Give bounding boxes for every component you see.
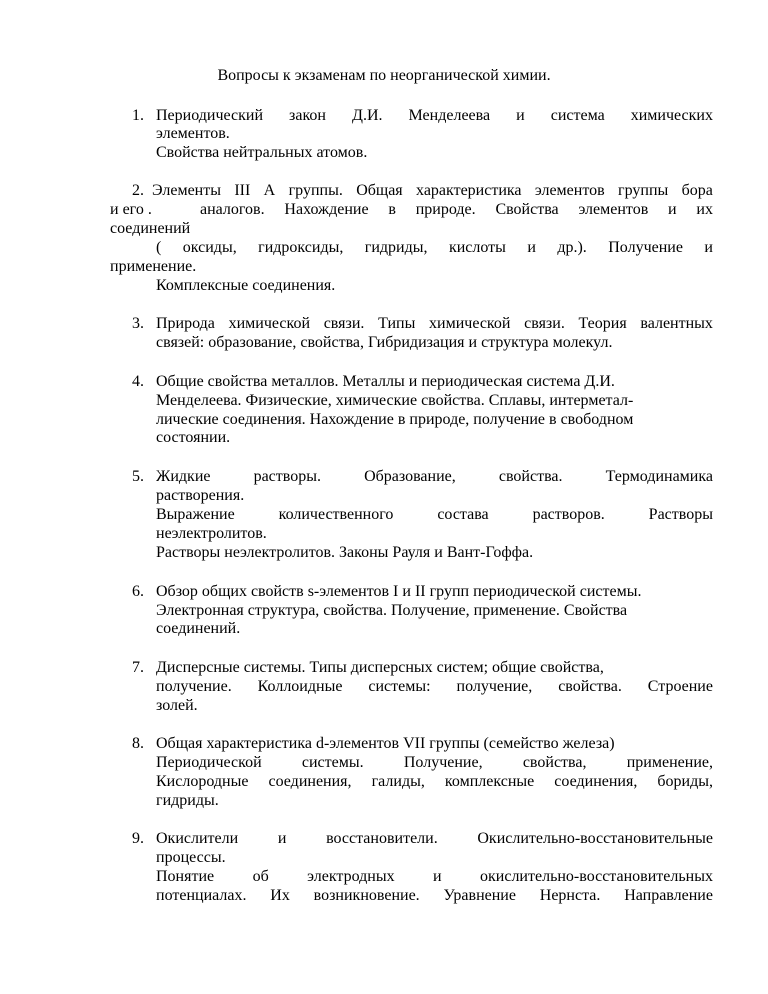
- item-line: [156, 678, 713, 696]
- word: элементов: [534, 182, 605, 199]
- justified-line: [156, 678, 713, 696]
- word: Растворы: [648, 506, 713, 523]
- item-line: Свойства нейтральных атомов.: [156, 144, 368, 161]
- item-number: 8.: [132, 735, 144, 752]
- word: соединения,: [268, 773, 352, 790]
- word: гидроксиды,: [258, 239, 344, 256]
- item-line: [156, 506, 713, 524]
- item-number: 6.: [132, 583, 144, 600]
- word: Д.И.: [352, 107, 383, 124]
- item-number: 4.: [132, 373, 144, 390]
- justified-line: [156, 754, 713, 772]
- item-line: Общая характеристика d-элементов VII группы (семейство железа): [156, 735, 615, 752]
- item-line: [156, 773, 713, 791]
- word: и: [668, 201, 677, 218]
- word: состава: [437, 506, 489, 523]
- item-line: Дисперсные системы. Типы дисперсных систем; общие свойства,: [156, 659, 604, 676]
- page-title: Вопросы к экзаменам по неорганической химии.: [217, 67, 551, 84]
- item-line: связей: образование, свойства, Гибридизация и структура молекул.: [156, 334, 613, 351]
- item-line: состоянии.: [156, 429, 231, 446]
- justified-line: [156, 887, 713, 905]
- word: системы:: [368, 678, 431, 695]
- word: и: [527, 239, 536, 256]
- word: их: [696, 201, 713, 218]
- item-number: 2.: [132, 182, 144, 199]
- word: связи.: [524, 315, 565, 332]
- word: растворов.: [532, 506, 605, 523]
- word: Направление: [624, 887, 713, 904]
- justified-line: [156, 830, 713, 848]
- word: потенциалах.: [156, 887, 247, 904]
- item-line: соединений.: [156, 620, 241, 637]
- word: система: [550, 107, 605, 124]
- word: Окислители: [156, 830, 239, 847]
- word: Природа: [156, 315, 215, 332]
- justified-line: [156, 773, 713, 791]
- item-line: [156, 315, 713, 333]
- justified-line: [156, 107, 713, 125]
- word: Типы: [378, 315, 416, 332]
- item-line: Общие свойства металлов. Металлы и периодическая система Д.И.: [156, 373, 615, 390]
- word: связи.: [323, 315, 365, 332]
- word: Элементы: [152, 182, 221, 199]
- word: бориды,: [657, 773, 713, 790]
- word: Общая: [356, 182, 403, 199]
- word: и: [433, 868, 442, 885]
- item-line: неэлектролитов.: [156, 525, 267, 542]
- word: и: [516, 107, 525, 124]
- word: Образование,: [364, 468, 456, 485]
- word: закон: [289, 107, 326, 124]
- item-line: лические соединения. Нахождение в природе, получение в свободном: [156, 411, 634, 428]
- word: количественного: [278, 506, 394, 523]
- item-line: гидриды.: [156, 792, 219, 809]
- word: Коллоидные: [257, 678, 343, 695]
- justified-line: [152, 182, 713, 200]
- item-number: 7.: [132, 659, 144, 676]
- word: химической: [228, 315, 311, 332]
- word: химической: [429, 315, 511, 332]
- word: Периодический: [156, 107, 264, 124]
- item-line: [156, 868, 713, 886]
- word: аналогов.: [200, 201, 265, 218]
- item-line: [156, 468, 713, 486]
- item-line: соединений: [110, 220, 191, 237]
- word: окислительно-восстановительных: [480, 868, 713, 885]
- word: Уравнение: [443, 887, 516, 904]
- justified-line: [156, 506, 713, 524]
- word: группы.: [288, 182, 343, 199]
- word: и: [704, 239, 713, 256]
- item-line: Обзор общих свойств s-элементов I и II групп периодической системы.: [156, 583, 642, 600]
- word: Окислительно-восстановительные: [477, 830, 713, 847]
- item-line: [156, 107, 713, 125]
- word: Получение,: [403, 754, 483, 771]
- word: др.).: [557, 239, 587, 256]
- item-line: [156, 830, 713, 848]
- word: свойства.: [498, 468, 563, 485]
- word: (: [156, 239, 162, 256]
- word: Термодинамика: [605, 468, 713, 485]
- item-line: и его .: [110, 201, 152, 218]
- item-line: Менделеева. Физические, химические свойства. Сплавы, интерметал-: [156, 392, 634, 409]
- word: Строение: [647, 678, 713, 695]
- item-line: Растворы неэлектролитов. Законы Рауля и Вант-Гоффа.: [156, 544, 534, 561]
- word: в: [388, 201, 396, 218]
- word: характеристика: [416, 182, 522, 199]
- word: Менделеева: [408, 107, 491, 124]
- word: свойства.: [558, 678, 622, 695]
- item-line: [200, 201, 713, 219]
- word: Кислородные: [156, 773, 249, 790]
- word: группы: [618, 182, 669, 199]
- word: системы.: [301, 754, 364, 771]
- word: химических: [630, 107, 713, 124]
- word: соединения,: [554, 773, 638, 790]
- word: гидриды,: [364, 239, 428, 256]
- word: Их: [270, 887, 290, 904]
- item-number: 9.: [132, 830, 144, 847]
- justified-line: [156, 239, 713, 257]
- word: Понятие: [156, 868, 215, 885]
- word: получение.: [156, 678, 232, 695]
- justified-line: [156, 468, 713, 486]
- item-line: [156, 239, 713, 257]
- word: Получение: [608, 239, 683, 256]
- word: кислоты: [448, 239, 506, 256]
- justified-line: [200, 201, 713, 219]
- word: об: [252, 868, 269, 885]
- item-number: 1.: [132, 107, 144, 124]
- item-line: процессы.: [156, 849, 226, 866]
- word: элементов: [578, 201, 649, 218]
- word: Теория: [578, 315, 627, 332]
- item-number: 5.: [132, 468, 144, 485]
- item-line: золей.: [156, 697, 198, 714]
- word: растворы.: [253, 468, 321, 485]
- word: Периодической: [156, 754, 262, 771]
- item-line: применение.: [110, 258, 197, 275]
- item-line: [152, 182, 713, 200]
- word: бора: [681, 182, 713, 199]
- word: и: [277, 830, 287, 847]
- word: оксиды,: [182, 239, 237, 256]
- word: возникновение.: [313, 887, 420, 904]
- word: галиды,: [371, 773, 425, 790]
- word: применение,: [626, 754, 713, 771]
- word: А: [263, 182, 276, 199]
- word: Жидкие: [156, 468, 211, 485]
- item-line: Электронная структура, свойства. Получение, применение. Свойства: [156, 602, 628, 619]
- item-line: элементов.: [156, 125, 230, 142]
- word: Нернста.: [539, 887, 601, 904]
- item-line: Комплексные соединения.: [156, 277, 336, 294]
- word: валентных: [640, 315, 713, 332]
- item-line: [156, 754, 713, 772]
- word: комплексные: [444, 773, 535, 790]
- word: свойства,: [522, 754, 587, 771]
- item-line: растворения.: [156, 487, 245, 504]
- word: Нахождение: [284, 201, 369, 218]
- justified-line: [156, 315, 713, 333]
- justified-line: [156, 868, 713, 886]
- word: восстановители.: [326, 830, 438, 847]
- word: природе.: [415, 201, 476, 218]
- item-line: [156, 887, 713, 905]
- word: Свойства: [495, 201, 559, 218]
- word: электродных: [307, 868, 395, 885]
- word: Выражение: [156, 506, 235, 523]
- word: получение,: [456, 678, 533, 695]
- word: III: [234, 182, 251, 199]
- item-number: 3.: [132, 315, 144, 332]
